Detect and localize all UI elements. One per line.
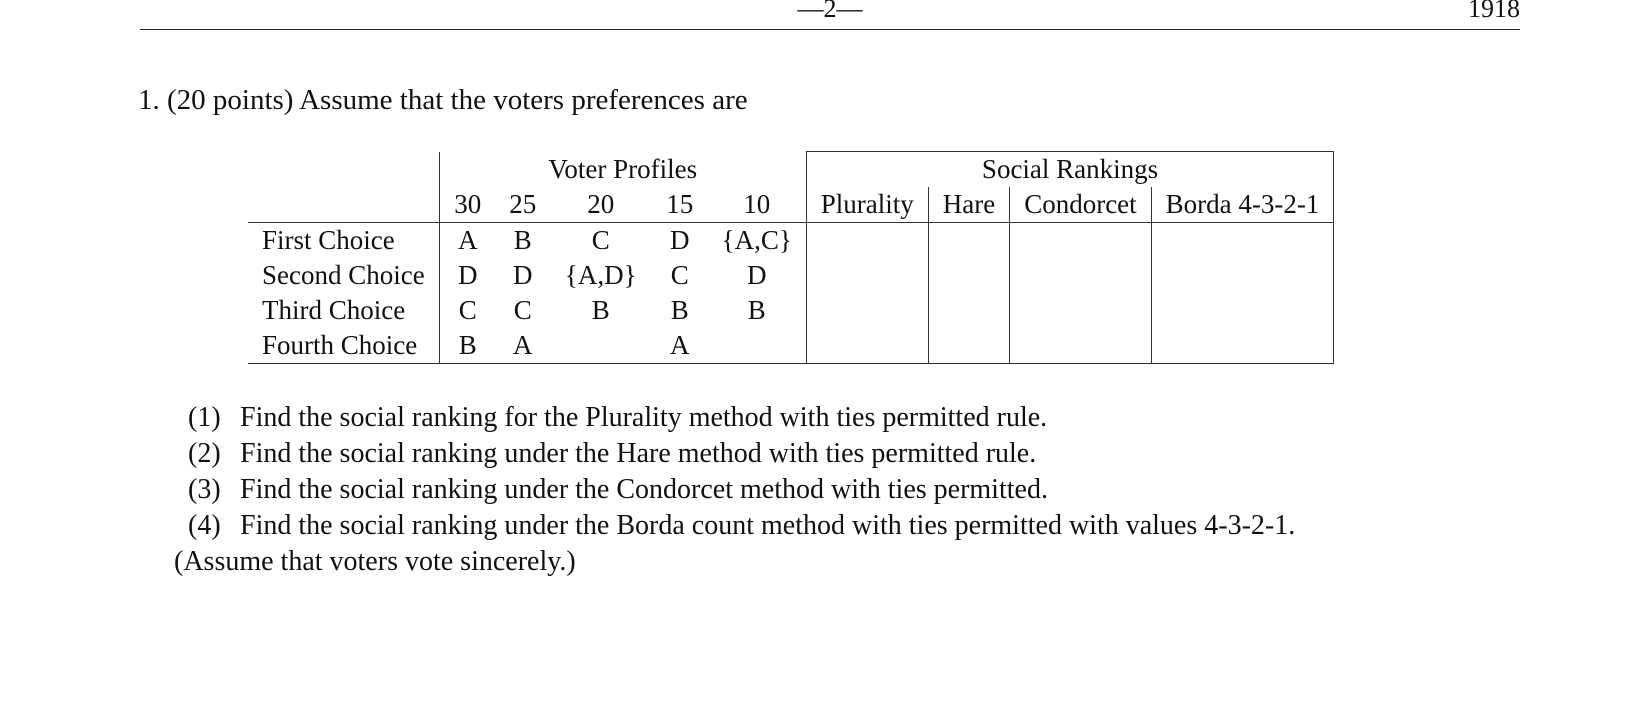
table-cell: D [512, 260, 533, 290]
social-rankings-title: Social Rankings [806, 152, 1334, 188]
page-header [140, 0, 1520, 30]
method-hare: Hare [928, 187, 1009, 223]
table-cell: B [591, 295, 610, 325]
header-year: 1918 [1468, 0, 1520, 23]
row-label: Second Choice [262, 260, 425, 290]
table-cell: B [747, 295, 766, 325]
table-cell: B [439, 328, 496, 364]
method-plurality: Plurality [806, 187, 928, 223]
task-item [188, 400, 1295, 436]
table-cell: B [513, 225, 532, 255]
table-cell: D [669, 225, 690, 255]
task-item [188, 472, 1295, 508]
hare-answer-cell [928, 328, 1009, 364]
count-30: 30 [439, 187, 496, 223]
table-row [248, 223, 1334, 259]
sincerity-note: (Assume that voters vote sincerely.) [174, 546, 576, 577]
table-row [248, 258, 1334, 293]
condorcet-answer-cell [1010, 293, 1151, 328]
count-15: 15 [652, 187, 708, 223]
hare-answer-cell [928, 293, 1009, 328]
task-text: Find the social ranking under the Condorcet method with ties permitted. [240, 474, 1048, 505]
table-cell: D [746, 260, 767, 290]
condorcet-answer-cell [1010, 258, 1151, 293]
table-cell: {A,C} [721, 225, 792, 255]
problem-statement: 1. (20 points) Assume that the voters preferences are [138, 84, 748, 116]
task-item [188, 436, 1295, 472]
voter-profiles-title: Voter Profiles [439, 152, 806, 188]
count-25: 25 [496, 187, 550, 223]
method-borda: Borda 4-3-2-1 [1151, 187, 1334, 223]
borda-answer-cell [1151, 328, 1334, 364]
table-title-row [248, 152, 1334, 188]
table-cell [708, 328, 807, 364]
table-cell: C [513, 295, 532, 325]
table-cell: D [439, 258, 496, 293]
table-cell: A [652, 328, 708, 364]
task-number: (4) [188, 510, 221, 541]
row-label: Fourth Choice [248, 328, 439, 364]
row-label: First Choice [262, 225, 395, 255]
task-text: Find the social ranking under the Hare method with ties permitted rule. [240, 438, 1037, 469]
count-10: 10 [708, 187, 807, 223]
hare-answer-cell [928, 223, 1009, 259]
plurality-answer-cell [806, 293, 928, 328]
borda-answer-cell [1151, 258, 1334, 293]
preference-table [248, 151, 1334, 364]
page-number: —2— [797, 0, 863, 23]
table-cell: C [591, 225, 610, 255]
table-row [248, 293, 1334, 328]
task-text: Find the social ranking under the Borda count method with ties permitted with values 4-3-2-1. [240, 510, 1296, 541]
method-condorcet: Condorcet [1010, 187, 1151, 223]
hare-answer-cell [928, 258, 1009, 293]
borda-answer-cell [1151, 293, 1334, 328]
plurality-answer-cell [806, 258, 928, 293]
table-cell: A [496, 328, 550, 364]
table-cell: {A,D} [564, 260, 637, 290]
table-header-row [248, 187, 1334, 223]
table-cell: B [670, 295, 689, 325]
table-cell: C [670, 260, 689, 290]
task-item [188, 508, 1295, 544]
table-cell [550, 328, 652, 364]
borda-answer-cell [1151, 223, 1334, 259]
table-cell: A [439, 223, 496, 259]
condorcet-answer-cell [1010, 328, 1151, 364]
count-20: 20 [550, 187, 652, 223]
row-label: Third Choice [262, 295, 406, 325]
task-number: (3) [188, 474, 221, 505]
task-number: (2) [188, 438, 221, 469]
condorcet-answer-cell [1010, 223, 1151, 259]
plurality-answer-cell [806, 223, 928, 259]
plurality-answer-cell [806, 328, 928, 364]
task-number: (1) [188, 402, 221, 433]
task-text: Find the social ranking for the Plurality method with ties permitted rule. [240, 402, 1048, 433]
table-cell: C [439, 293, 496, 328]
table-row [248, 328, 1334, 364]
task-list [188, 400, 1295, 544]
